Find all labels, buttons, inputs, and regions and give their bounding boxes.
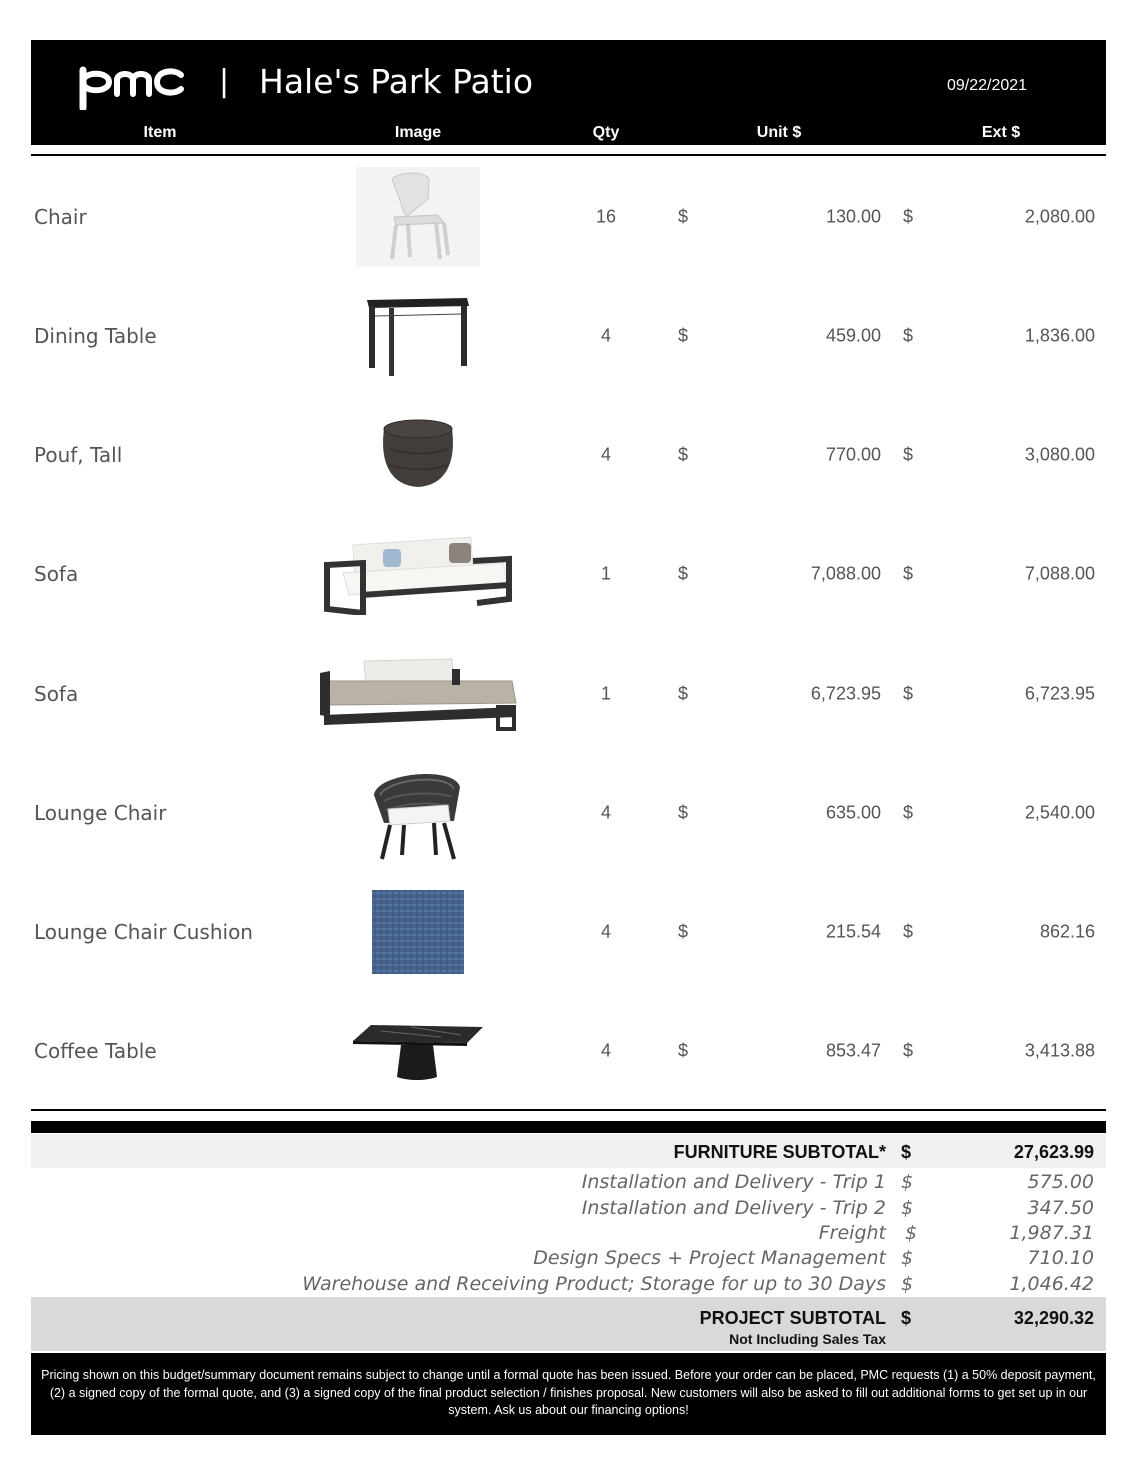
furniture-subtotal-band bbox=[31, 1134, 1106, 1168]
table-row bbox=[31, 753, 1106, 872]
item-name: Lounge Chair Cushion bbox=[34, 919, 253, 944]
table-row bbox=[31, 991, 1106, 1110]
item-ext-price: 862.16 bbox=[1039, 921, 1095, 941]
dining-table-icon bbox=[363, 294, 473, 378]
currency-symbol: $ bbox=[678, 444, 689, 464]
item-qty: 1 bbox=[600, 563, 612, 583]
currency-symbol: $ bbox=[678, 683, 689, 703]
currency-symbol: $ bbox=[903, 683, 914, 703]
currency-symbol: $ bbox=[903, 802, 914, 822]
table-row bbox=[31, 634, 1106, 753]
currency-symbol: $ bbox=[901, 1273, 914, 1295]
project-subtotal-value: 32,290.32 bbox=[1013, 1308, 1094, 1328]
currency-symbol: $ bbox=[901, 1142, 912, 1162]
header-bar bbox=[31, 40, 1106, 145]
currency-symbol: $ bbox=[903, 206, 914, 226]
fee-amount: 710.10 bbox=[1027, 1247, 1094, 1269]
header-separator: | bbox=[219, 64, 230, 99]
fee-amount: 1,046.42 bbox=[1009, 1273, 1094, 1295]
item-ext-price: 6,723.95 bbox=[1024, 683, 1095, 703]
table-row bbox=[31, 276, 1106, 395]
header-divider bbox=[31, 154, 1106, 156]
currency-symbol: $ bbox=[905, 1222, 918, 1244]
furniture-subtotal-label: FURNITURE SUBTOTAL* bbox=[673, 1142, 886, 1162]
currency-symbol: $ bbox=[903, 563, 914, 583]
table-row bbox=[31, 872, 1106, 991]
item-qty: 4 bbox=[600, 444, 612, 464]
item-qty: 4 bbox=[600, 802, 612, 822]
item-name: Sofa bbox=[34, 561, 79, 586]
table-row bbox=[31, 395, 1106, 514]
chair-icon bbox=[356, 167, 480, 267]
currency-symbol: $ bbox=[678, 921, 689, 941]
table-row bbox=[31, 157, 1106, 276]
item-ext-price: 3,413.88 bbox=[1024, 1040, 1095, 1060]
fee-label: Freight bbox=[818, 1222, 886, 1244]
fee-label: Design Specs + Project Management bbox=[533, 1247, 886, 1269]
item-unit-price: 130.00 bbox=[825, 206, 881, 226]
tax-note: Not Including Sales Tax bbox=[729, 1331, 886, 1347]
item-qty: 4 bbox=[600, 921, 612, 941]
coffee-table-icon bbox=[351, 1021, 485, 1081]
currency-symbol: $ bbox=[903, 444, 914, 464]
fee-amount: 575.00 bbox=[1027, 1171, 1094, 1193]
summary-top-bar bbox=[31, 1121, 1106, 1133]
currency-symbol: $ bbox=[901, 1308, 912, 1328]
currency-symbol: $ bbox=[901, 1197, 914, 1219]
currency-symbol: $ bbox=[678, 206, 689, 226]
item-unit-price: 770.00 bbox=[825, 444, 881, 464]
fabric-swatch-icon bbox=[372, 890, 464, 974]
item-unit-price: 6,723.95 bbox=[810, 683, 881, 703]
item-name: Chair bbox=[34, 204, 87, 229]
fee-label: Installation and Delivery - Trip 2 bbox=[581, 1197, 886, 1219]
item-qty: 16 bbox=[595, 206, 617, 226]
item-unit-price: 7,088.00 bbox=[810, 563, 881, 583]
furniture-subtotal-value: 27,623.99 bbox=[1013, 1142, 1094, 1162]
item-unit-price: 459.00 bbox=[825, 325, 881, 345]
lounge-chair-icon bbox=[368, 765, 468, 861]
column-header-item: Item bbox=[143, 124, 177, 141]
fee-amount: 347.50 bbox=[1027, 1197, 1094, 1219]
fee-label: Installation and Delivery - Trip 1 bbox=[581, 1171, 886, 1193]
fee-amount: 1,987.31 bbox=[1009, 1222, 1094, 1244]
daybed-sofa-icon bbox=[316, 657, 520, 731]
item-qty: 4 bbox=[600, 325, 612, 345]
currency-symbol: $ bbox=[903, 921, 914, 941]
currency-symbol: $ bbox=[678, 325, 689, 345]
item-name: Sofa bbox=[34, 681, 79, 706]
item-unit-price: 215.54 bbox=[825, 921, 881, 941]
item-ext-price: 2,540.00 bbox=[1024, 802, 1095, 822]
item-ext-price: 7,088.00 bbox=[1024, 563, 1095, 583]
item-name: Pouf, Tall bbox=[34, 442, 123, 467]
currency-symbol: $ bbox=[901, 1247, 914, 1269]
column-header-qty: Qty bbox=[592, 124, 620, 141]
item-ext-price: 1,836.00 bbox=[1024, 325, 1095, 345]
item-unit-price: 853.47 bbox=[825, 1040, 881, 1060]
table-bottom-divider bbox=[31, 1109, 1106, 1111]
item-qty: 1 bbox=[600, 683, 612, 703]
currency-symbol: $ bbox=[903, 325, 914, 345]
currency-symbol: $ bbox=[678, 802, 689, 822]
column-header-ext-price: Ext $ bbox=[981, 124, 1021, 141]
sofa-icon bbox=[323, 533, 513, 615]
item-qty: 4 bbox=[600, 1040, 612, 1060]
table-row bbox=[31, 514, 1106, 633]
currency-symbol: $ bbox=[678, 1040, 689, 1060]
currency-symbol: $ bbox=[901, 1171, 914, 1193]
pouf-icon bbox=[380, 419, 456, 491]
column-header-unit-price: Unit $ bbox=[756, 124, 802, 141]
item-name: Coffee Table bbox=[34, 1038, 157, 1063]
pricing-disclaimer: Pricing shown on this budget/summary document remains subject to change until a formal quote has been issued. Before your order can be placed, PMC requests (1) a 50% deposit payment, (2) a signed copy of the formal quote, and (3) a signed copy of the final product selection / finishes proposal. New customers will also be asked to fill out additional forms to get set up in our system. Ask us about our financing options! bbox=[31, 1353, 1106, 1435]
column-header-image: Image bbox=[394, 124, 442, 141]
page-title: Hale's Park Patio bbox=[259, 62, 534, 101]
project-subtotal-band bbox=[31, 1297, 1106, 1351]
item-ext-price: 3,080.00 bbox=[1024, 444, 1095, 464]
currency-symbol: $ bbox=[903, 1040, 914, 1060]
document-date: 09/22/2021 bbox=[947, 77, 1028, 94]
item-name: Dining Table bbox=[34, 323, 157, 348]
project-subtotal-label: PROJECT SUBTOTAL bbox=[699, 1308, 886, 1328]
pmc-logo bbox=[79, 62, 185, 110]
item-unit-price: 635.00 bbox=[825, 802, 881, 822]
item-ext-price: 2,080.00 bbox=[1024, 206, 1095, 226]
fee-label: Warehouse and Receiving Product; Storage for up to 30 Days bbox=[302, 1273, 886, 1295]
item-name: Lounge Chair bbox=[34, 800, 167, 825]
currency-symbol: $ bbox=[678, 563, 689, 583]
